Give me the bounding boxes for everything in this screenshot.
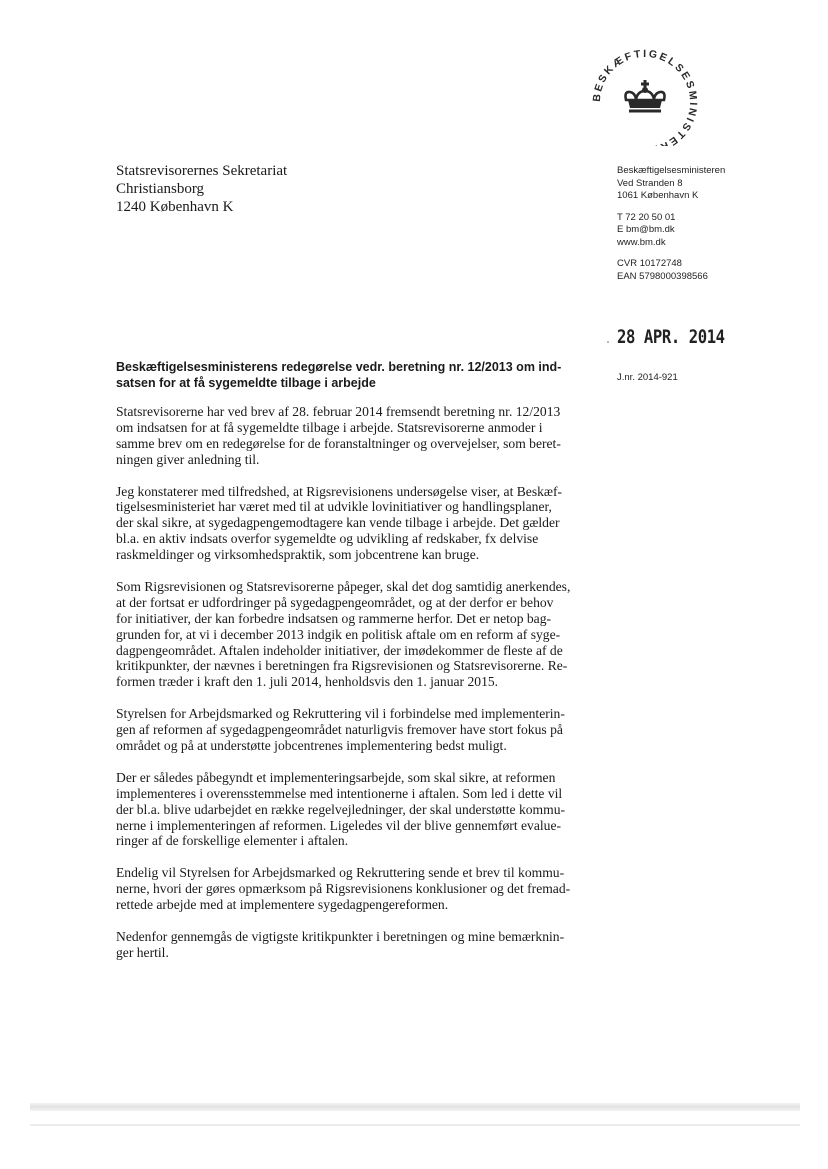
body-paragraph: [116, 865, 591, 913]
sender-address: [617, 165, 807, 203]
body-paragraph: [116, 770, 591, 850]
sender-contact: [617, 212, 807, 250]
body-line: ger hertil.: [116, 944, 169, 960]
body-paragraph: [116, 404, 591, 468]
body-line: Statsrevisorerne har ved brev af 28. februar 2014 fremsendt beretning nr. 12/2013: [116, 404, 561, 419]
body-line: implementeres i overensstemmelse med intentionerne i aftalen. Som led i dette vil: [116, 785, 563, 801]
body-line: tigelsesministeriet har været med til at udvikle lovinitiativer og handlingsplaner,: [116, 499, 552, 515]
body-line: ringer af de forskellige elementer i aftalen.: [116, 833, 349, 849]
subject-line: Beskæftigelsesministerens redegørelse vedr. beretning nr. 12/2013 om ind-: [116, 360, 562, 374]
sender-ean: EAN 5798000398566: [617, 270, 708, 282]
sender-phone: T 72 20 50 01: [617, 211, 676, 223]
body-line: om indsatsen for at få sygemeldte tilbage i arbejde. Statsrevisorerne anmoder i: [116, 419, 543, 435]
body-line: Som Rigsrevisionen og Statsrevisorerne påpeger, skal det dog samtidig anerkendes,: [116, 578, 571, 594]
body-paragraph: [116, 706, 591, 754]
sender-address-line: 1061 København K: [617, 190, 699, 201]
body-line: samme brev om en redegørelse for de foranstaltninger og overvejelser, som beret-: [116, 435, 561, 451]
body-line: rettede arbejde med at implementere sygedagpengereformen.: [116, 897, 449, 913]
crown-seal-icon: [586, 46, 704, 146]
sender-info: [617, 165, 807, 292]
body-line: der skal sikre, at sygedagpengemodtagere kan vende tilbage i arbejde. Det gælder: [116, 515, 560, 531]
body-line: at der fortsat er udfordringer på sygedagpengeområdet, og at der derfor er behov: [116, 594, 554, 610]
body-line: ningen giver anledning til.: [116, 451, 260, 467]
body-paragraph: [116, 484, 591, 564]
recipient-line: 1240 København K: [116, 199, 234, 215]
body-line: raskmeldinger og virksomhedspraktik, som jobcentrene kan bruge.: [116, 547, 480, 563]
sender-address-line: Beskæftigelsesministeren: [617, 165, 726, 176]
body-line: gen af reformen af sygedagpengeområdet naturligvis fremover have stort fokus på: [116, 722, 563, 738]
sender-address-line: Ved Stranden 8: [617, 177, 683, 189]
body-line: Nedenfor gennemgås de vigtigste kritikpunkter i beretningen og mine bemærknin-: [116, 928, 565, 944]
letter-body: [116, 404, 591, 977]
body-line: nerne, hvori der gøres opmærksom på Rigsrevisionens konklusioner og det fremad-: [116, 881, 571, 897]
body-line: kritikpunkter, der nævnes i beretningen fra Rigsrevisionen og Statsrevisorerne. Re-: [116, 658, 568, 674]
ministry-seal-logo: [586, 46, 704, 146]
sender-ids: [617, 258, 807, 283]
body-line: formen træder i kraft den 1. juli 2014, henholdsvis den 1. januar 2015.: [116, 674, 499, 690]
sender-email: E bm@bm.dk: [617, 224, 675, 235]
body-line: Jeg konstaterer med tilfredshed, at Rigsrevisionens undersøgelse viser, at Beskæf-: [116, 483, 563, 499]
sender-cvr: CVR 10172748: [617, 258, 682, 269]
scan-artifact: [607, 341, 609, 343]
subject-line: satsen for at få sygemeldte tilbage i arbejde: [116, 376, 376, 390]
body-paragraph: [116, 929, 591, 961]
body-line: grunden for, at vi i december 2013 indgik en politisk aftale om en reform af syge-: [116, 626, 561, 642]
body-line: Endelig vil Styrelsen for Arbejdsmarked og Rekruttering sende et brev til kommu-: [116, 865, 565, 881]
body-line: området og på at understøtte jobcentrenes implementering bedst muligt.: [116, 737, 507, 753]
body-line: nerne i implementeringen af reformen. Ligeledes vil der blive gennemført evalue-: [116, 817, 562, 833]
scan-edge-artifact: [30, 1124, 800, 1126]
body-line: Styrelsen for Arbejdsmarked og Rekruttering vil i forbindelse med implementerin-: [116, 706, 565, 722]
recipient-address: [116, 162, 446, 216]
scan-edge-artifact: [30, 1103, 800, 1111]
svg-text:BESKÆFTIGELSESMINISTERIET: BESKÆFTIGELSESMINISTE: [590, 47, 700, 146]
letter-subject: [116, 359, 586, 391]
body-line: Der er således påbegyndt et implementeringsarbejde, som skal sikre, at reformen: [116, 769, 556, 785]
body-paragraph: [116, 579, 591, 690]
date-stamp: 28 APR. 2014: [617, 326, 725, 348]
body-line: dagpengeområdet. Aftalen indeholder initiativer, der imødekommer de fleste af de: [116, 642, 563, 658]
body-line: bl.a. en aktiv indsats overfor sygemeldte og udvikling af redskaber, fx delvise: [116, 531, 539, 547]
sender-website: www.bm.dk: [617, 236, 666, 248]
body-line: for initiativer, der kan forbedre indsatsen og rammerne herfor. Det er netop bag-: [116, 610, 552, 626]
recipient-line: Christiansborg: [116, 181, 205, 197]
journal-number: J.nr. 2014-921: [617, 372, 678, 383]
body-line: der bl.a. blive udarbejdet en række regelvejledninger, der skal understøtte kommu-: [116, 801, 566, 817]
recipient-line: Statsrevisorernes Sekretariat: [116, 163, 288, 179]
